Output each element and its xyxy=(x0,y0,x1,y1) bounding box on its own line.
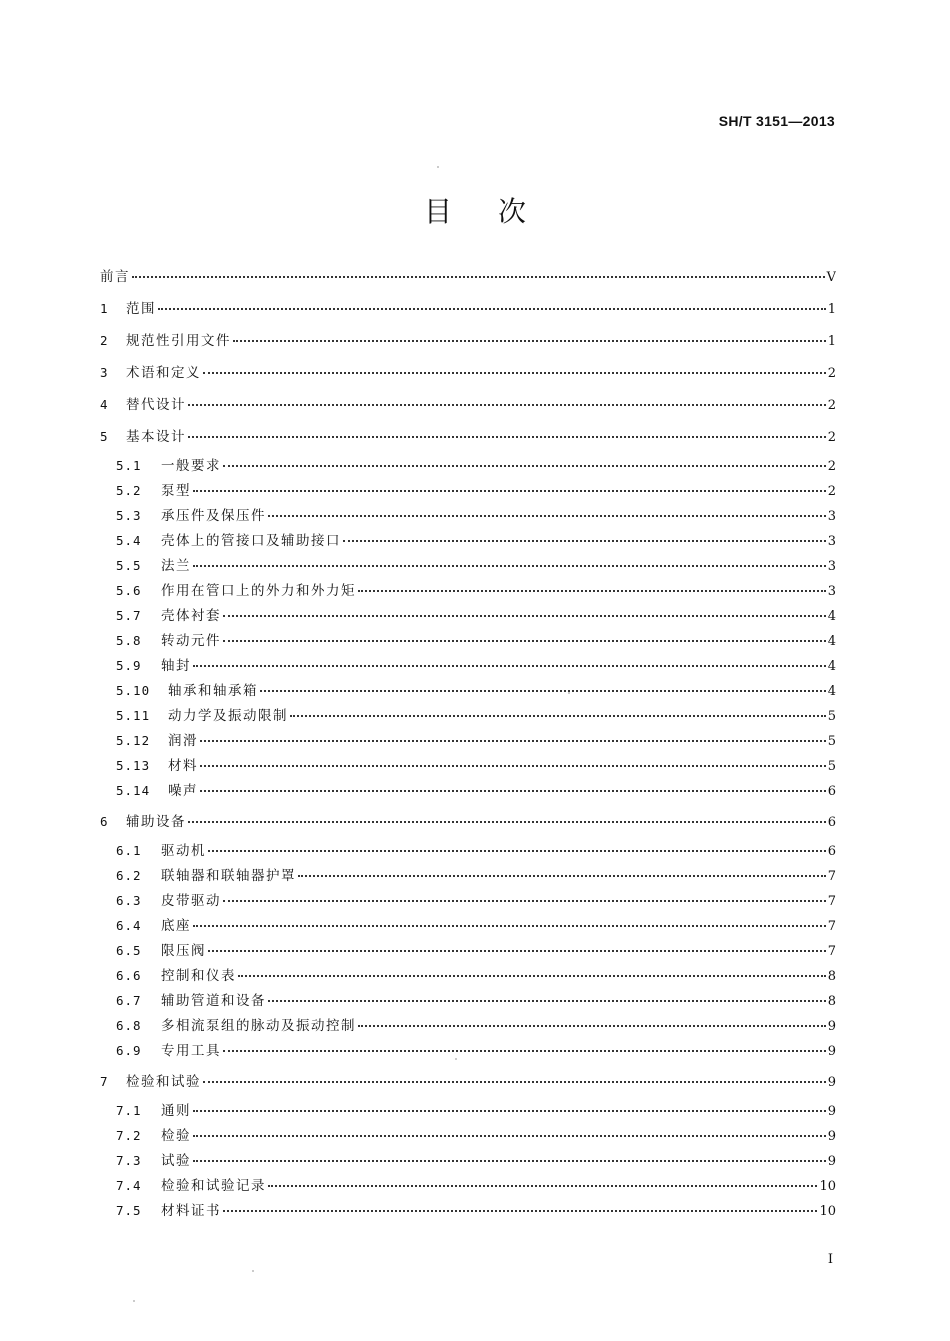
toc-number: 7.3 xyxy=(116,1153,142,1168)
toc-label: 辅助管道和设备 xyxy=(161,993,266,1009)
toc-number: 6.7 xyxy=(116,993,142,1008)
toc-section-row[interactable] xyxy=(100,963,836,988)
toc-section-row[interactable] xyxy=(100,678,836,703)
toc-chapter-row[interactable] xyxy=(100,325,836,357)
toc-number: 5.6 xyxy=(116,583,142,598)
dot-leader xyxy=(298,875,826,877)
toc-label: 规范性引用文件 xyxy=(126,333,231,349)
dot-leader xyxy=(193,490,826,492)
toc-label: 辅助设备 xyxy=(126,814,186,830)
toc-label: 泵型 xyxy=(161,483,191,499)
scan-speck xyxy=(437,166,439,168)
toc-label: 范围 xyxy=(126,301,156,317)
dot-leader xyxy=(193,925,826,927)
toc-number: 6.1 xyxy=(116,843,142,858)
toc-number: 7.4 xyxy=(116,1178,142,1193)
toc-label: 法兰 xyxy=(161,558,191,574)
dot-leader xyxy=(358,590,826,592)
toc-number: 1 xyxy=(100,301,108,316)
dot-leader xyxy=(268,1185,817,1187)
toc-number: 5.13 xyxy=(116,758,151,773)
dot-leader xyxy=(188,436,826,438)
toc-label: 材料 xyxy=(168,758,198,774)
toc-number: 5.1 xyxy=(116,458,142,473)
scan-speck xyxy=(455,1058,457,1060)
dot-leader xyxy=(208,950,826,952)
toc-section-row[interactable] xyxy=(100,1198,836,1223)
toc-section-row[interactable] xyxy=(100,628,836,653)
dot-leader xyxy=(223,615,826,617)
toc-page-number: 9 xyxy=(827,1044,836,1059)
toc-label: 润滑 xyxy=(168,733,198,749)
toc-chapter-row[interactable] xyxy=(100,421,836,453)
toc-page-number: 5 xyxy=(827,734,836,749)
toc-number: 6 xyxy=(100,814,108,829)
dot-leader xyxy=(238,975,826,977)
toc-page-number: 5 xyxy=(827,759,836,774)
toc-number: 5 xyxy=(100,429,108,444)
dot-leader xyxy=(200,740,826,742)
toc-section-row[interactable] xyxy=(100,1038,836,1063)
toc-section-row[interactable] xyxy=(100,1173,836,1198)
toc-page-number: 2 xyxy=(827,366,836,381)
toc-number: 5.4 xyxy=(116,533,142,548)
toc-label: 联轴器和联轴器护罩 xyxy=(161,868,296,884)
toc-section-row[interactable] xyxy=(100,988,836,1013)
toc-number: 2 xyxy=(100,333,108,348)
dot-leader xyxy=(158,308,826,310)
dot-leader xyxy=(223,640,826,642)
toc-section-row[interactable] xyxy=(100,453,836,478)
toc-number: 5.2 xyxy=(116,483,142,498)
dot-leader xyxy=(200,790,826,792)
dot-leader xyxy=(268,1000,826,1002)
toc-label: 动力学及振动限制 xyxy=(168,708,288,724)
dot-leader xyxy=(200,765,826,767)
page-number: I xyxy=(827,1252,833,1267)
toc-chapter-row[interactable] xyxy=(100,1066,836,1098)
toc-page-number: 4 xyxy=(827,684,836,699)
toc-section-row[interactable] xyxy=(100,578,836,603)
toc-section-row[interactable] xyxy=(100,863,836,888)
toc-label: 噪声 xyxy=(168,783,198,799)
standard-code: SH/T 3151—2013 xyxy=(718,113,835,129)
toc-page-number: 4 xyxy=(827,659,836,674)
toc-section-row[interactable] xyxy=(100,938,836,963)
table-of-contents xyxy=(100,261,836,1223)
toc-number: 6.6 xyxy=(116,968,142,983)
toc-page-number: 1 xyxy=(827,334,836,349)
toc-page-number: 10 xyxy=(819,1179,836,1194)
dot-leader xyxy=(358,1025,826,1027)
dot-leader xyxy=(208,850,826,852)
toc-section-row[interactable] xyxy=(100,838,836,863)
toc-section-row[interactable] xyxy=(100,553,836,578)
toc-number: 7.5 xyxy=(116,1203,142,1218)
toc-section-row[interactable] xyxy=(100,603,836,628)
toc-chapter-row[interactable] xyxy=(100,389,836,421)
dot-leader xyxy=(188,821,826,823)
toc-page-number: V xyxy=(826,270,836,285)
toc-section-row[interactable] xyxy=(100,1148,836,1173)
toc-page-number: 1 xyxy=(827,302,836,317)
dot-leader xyxy=(193,1135,826,1137)
toc-number: 5.10 xyxy=(116,683,151,698)
toc-label: 控制和仪表 xyxy=(161,968,236,984)
toc-number: 5.8 xyxy=(116,633,142,648)
dot-leader xyxy=(193,1160,826,1162)
toc-section-row[interactable] xyxy=(100,753,836,778)
toc-number: 7 xyxy=(100,1074,108,1089)
toc-page-number: 7 xyxy=(827,894,836,909)
toc-section-row[interactable] xyxy=(100,913,836,938)
toc-number: 5.7 xyxy=(116,608,142,623)
toc-label: 专用工具 xyxy=(161,1043,221,1059)
toc-label: 皮带驱动 xyxy=(161,893,221,909)
dot-leader xyxy=(193,665,826,667)
toc-label: 检验和试验记录 xyxy=(161,1178,266,1194)
dot-leader xyxy=(223,1210,817,1212)
toc-label: 试验 xyxy=(161,1153,191,1169)
toc-page-number: 6 xyxy=(827,784,836,799)
toc-section-row[interactable] xyxy=(100,1123,836,1148)
toc-label: 替代设计 xyxy=(126,397,186,413)
toc-label: 壳体衬套 xyxy=(161,608,221,624)
scan-speck xyxy=(133,1300,135,1302)
dot-leader xyxy=(223,900,826,902)
dot-leader xyxy=(193,565,826,567)
toc-section-row[interactable] xyxy=(100,728,836,753)
toc-label: 通则 xyxy=(161,1103,191,1119)
dot-leader xyxy=(343,540,826,542)
dot-leader xyxy=(233,340,826,342)
toc-number: 6.5 xyxy=(116,943,142,958)
toc-page-number: 2 xyxy=(827,398,836,413)
toc-number: 6.4 xyxy=(116,918,142,933)
toc-number: 7.2 xyxy=(116,1128,142,1143)
toc-page-number: 10 xyxy=(819,1204,836,1219)
toc-page-number: 2 xyxy=(827,484,836,499)
toc-label: 前言 xyxy=(100,269,130,285)
toc-label: 转动元件 xyxy=(161,633,221,649)
toc-number: 4 xyxy=(100,397,108,412)
scan-speck xyxy=(568,692,570,694)
toc-number: 6.9 xyxy=(116,1043,142,1058)
toc-number: 5.14 xyxy=(116,783,151,798)
dot-leader xyxy=(203,372,826,374)
toc-page-number: 7 xyxy=(827,944,836,959)
toc-section-row[interactable] xyxy=(100,478,836,503)
toc-page-number: 3 xyxy=(827,559,836,574)
toc-page-number: 3 xyxy=(827,584,836,599)
toc-page-number: 8 xyxy=(827,969,836,984)
toc-page-number: 9 xyxy=(827,1104,836,1119)
toc-label: 驱动机 xyxy=(161,843,206,859)
toc-number: 5.3 xyxy=(116,508,142,523)
toc-number: 6.2 xyxy=(116,868,142,883)
toc-chapter-row[interactable] xyxy=(100,357,836,389)
toc-label: 术语和定义 xyxy=(126,365,201,381)
toc-section-row[interactable] xyxy=(100,653,836,678)
dot-leader xyxy=(290,715,826,717)
toc-label: 检验 xyxy=(161,1128,191,1144)
toc-section-row[interactable] xyxy=(100,528,836,553)
dot-leader xyxy=(203,1081,826,1083)
toc-page-number: 8 xyxy=(827,994,836,1009)
toc-chapter-row[interactable] xyxy=(100,293,836,325)
toc-label: 检验和试验 xyxy=(126,1074,201,1090)
toc-page-number: 9 xyxy=(827,1154,836,1169)
toc-label: 作用在管口上的外力和外力矩 xyxy=(161,583,356,599)
toc-page-number: 4 xyxy=(827,634,836,649)
toc-page-number: 2 xyxy=(827,430,836,445)
toc-label: 多相流泵组的脉动及振动控制 xyxy=(161,1018,356,1034)
toc-label: 一般要求 xyxy=(161,458,221,474)
dot-leader xyxy=(193,1110,826,1112)
toc-section-row[interactable] xyxy=(100,703,836,728)
toc-label: 轴承和轴承箱 xyxy=(168,683,258,699)
toc-page-number: 4 xyxy=(827,609,836,624)
toc-label: 材料证书 xyxy=(161,1203,221,1219)
toc-section-row[interactable] xyxy=(100,778,836,803)
toc-section-row[interactable] xyxy=(100,888,836,913)
dot-leader xyxy=(268,515,826,517)
toc-page-number: 7 xyxy=(827,919,836,934)
toc-number: 7.1 xyxy=(116,1103,142,1118)
dot-leader xyxy=(188,404,826,406)
toc-chapter-row[interactable] xyxy=(100,806,836,838)
toc-label: 基本设计 xyxy=(126,429,186,445)
toc-label: 承压件及保压件 xyxy=(161,508,266,524)
toc-page-number: 9 xyxy=(827,1075,836,1090)
toc-number: 3 xyxy=(100,365,108,380)
toc-page-number: 2 xyxy=(827,459,836,474)
toc-number: 6.3 xyxy=(116,893,142,908)
toc-page-number: 6 xyxy=(827,844,836,859)
toc-page-number: 9 xyxy=(827,1019,836,1034)
toc-number: 6.8 xyxy=(116,1018,142,1033)
toc-page-number: 9 xyxy=(827,1129,836,1144)
toc-section-row[interactable] xyxy=(100,1013,836,1038)
toc-label: 轴封 xyxy=(161,658,191,674)
dot-leader xyxy=(260,690,826,692)
toc-page-number: 3 xyxy=(827,509,836,524)
toc-section-row[interactable] xyxy=(100,1098,836,1123)
toc-number: 5.12 xyxy=(116,733,151,748)
page-title: 目次 xyxy=(423,195,572,228)
toc-section-row[interactable] xyxy=(100,503,836,528)
toc-label: 壳体上的管接口及辅助接口 xyxy=(161,533,341,549)
toc-page-number: 5 xyxy=(827,709,836,724)
dot-leader xyxy=(223,1050,826,1052)
toc-number: 5.11 xyxy=(116,708,151,723)
dot-leader xyxy=(132,276,825,278)
dot-leader xyxy=(223,465,826,467)
scan-speck xyxy=(252,1270,254,1272)
toc-number: 5.5 xyxy=(116,558,142,573)
toc-page-number: 3 xyxy=(827,534,836,549)
toc-chapter-row[interactable] xyxy=(100,261,836,293)
toc-label: 底座 xyxy=(161,918,191,934)
toc-number: 5.9 xyxy=(116,658,142,673)
toc-label: 限压阀 xyxy=(161,943,206,959)
toc-page-number: 7 xyxy=(827,869,836,884)
toc-page-number: 6 xyxy=(827,815,836,830)
